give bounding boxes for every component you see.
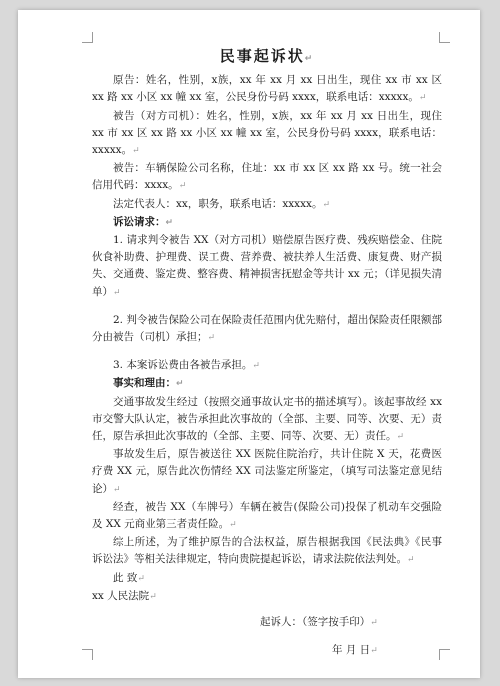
document-title: 民事起诉状↵ [219, 47, 315, 65]
plaintiff-paragraph: 原告：姓名，性别，x族，xx 年 xx 月 xx 日出生，现住 xx 市 xx 区 xx 路 xx 小区 xx 幢 xx 室，公民身份号码 xxxx，联系电话：xxxxx。↵ [92, 74, 442, 104]
crop-mark-top-left [82, 32, 93, 43]
claim-3: 3. 本案诉讼费由各被告承担。↵ [113, 359, 260, 372]
legal-representative-paragraph: 法定代表人：xx，职务，联系电话：xxxxx。↵ [113, 197, 330, 210]
signature-line: 起诉人：（签字按手印）↵ [260, 616, 378, 629]
document-page [18, 10, 480, 678]
claims-heading: 诉讼请求：↵ [113, 215, 174, 228]
fact-3: 经查，被告 XX（车牌号）车辆在被告(保险公司)投保了机动车交强险及 XX 元商业第三者责任险。↵ [92, 500, 442, 531]
crop-mark-top-right [439, 32, 450, 43]
conclusion-paragraph: 综上所述，为了维护原告的合法权益，原告根据我国《民法典》《民事诉讼法》等相关法律规定，特向贵院提起诉讼，请求法院依法判处。↵ [92, 536, 442, 566]
facts-heading: 事实和理由：↵ [113, 377, 184, 390]
court-name: xx 人民法院↵ [92, 589, 157, 602]
date-line: 年 月 日↵ [332, 644, 378, 657]
fact-1: 交通事故发生经过（按照交通事故认定书的描述填写）。该起事故经 xx 市交警大队认定，被告承担此次事故的（全部、主要、同等、次要、无）责任，原告承担此次事故的（全部、主要、同等、次要、无）责任。↵ [92, 395, 442, 443]
claim-2: 2. 判令被告保险公司在保险责任范围内优先赔付，超出保险责任限额部分由被告（司机）承担；↵ [92, 313, 442, 344]
defendant-insurer-paragraph: 被告：车辆保险公司名称，住址：xx 市 xx 区 xx 路 xx 号。统一社会信用代码：xxxx。↵ [92, 162, 442, 192]
salutation: 此 致↵ [113, 571, 145, 584]
claim-1: 1. 请求判令被告 XX（对方司机）赔偿原告医疗费、残疾赔偿金、住院伙食补助费、护理费、误工费、营养费、被扶养人生活费、康复费、财产损失、交通费、鉴定费、整容费、精神损害抚慰金等共计 xx 元；（详见损失清单）↵ [92, 234, 442, 298]
document-body[interactable] [92, 48, 442, 661]
defendant-driver-paragraph: 被告（对方司机）：姓名，性别，x族，xx 年 xx 月 xx 日出生，现住 xx 市 xx 区 xx 路 xx 小区 xx 幢 xx 室，公民身份号码 xxxx，联系电话：xxxxx。↵ [92, 109, 442, 157]
fact-2: 事故发生后，原告被送往 XX 医院住院治疗，共计住院 X 天，花费医疗费 XX 元，原告此次伤情经 XX 司法鉴定所鉴定，（填写司法鉴定意见结论）↵ [92, 448, 442, 495]
